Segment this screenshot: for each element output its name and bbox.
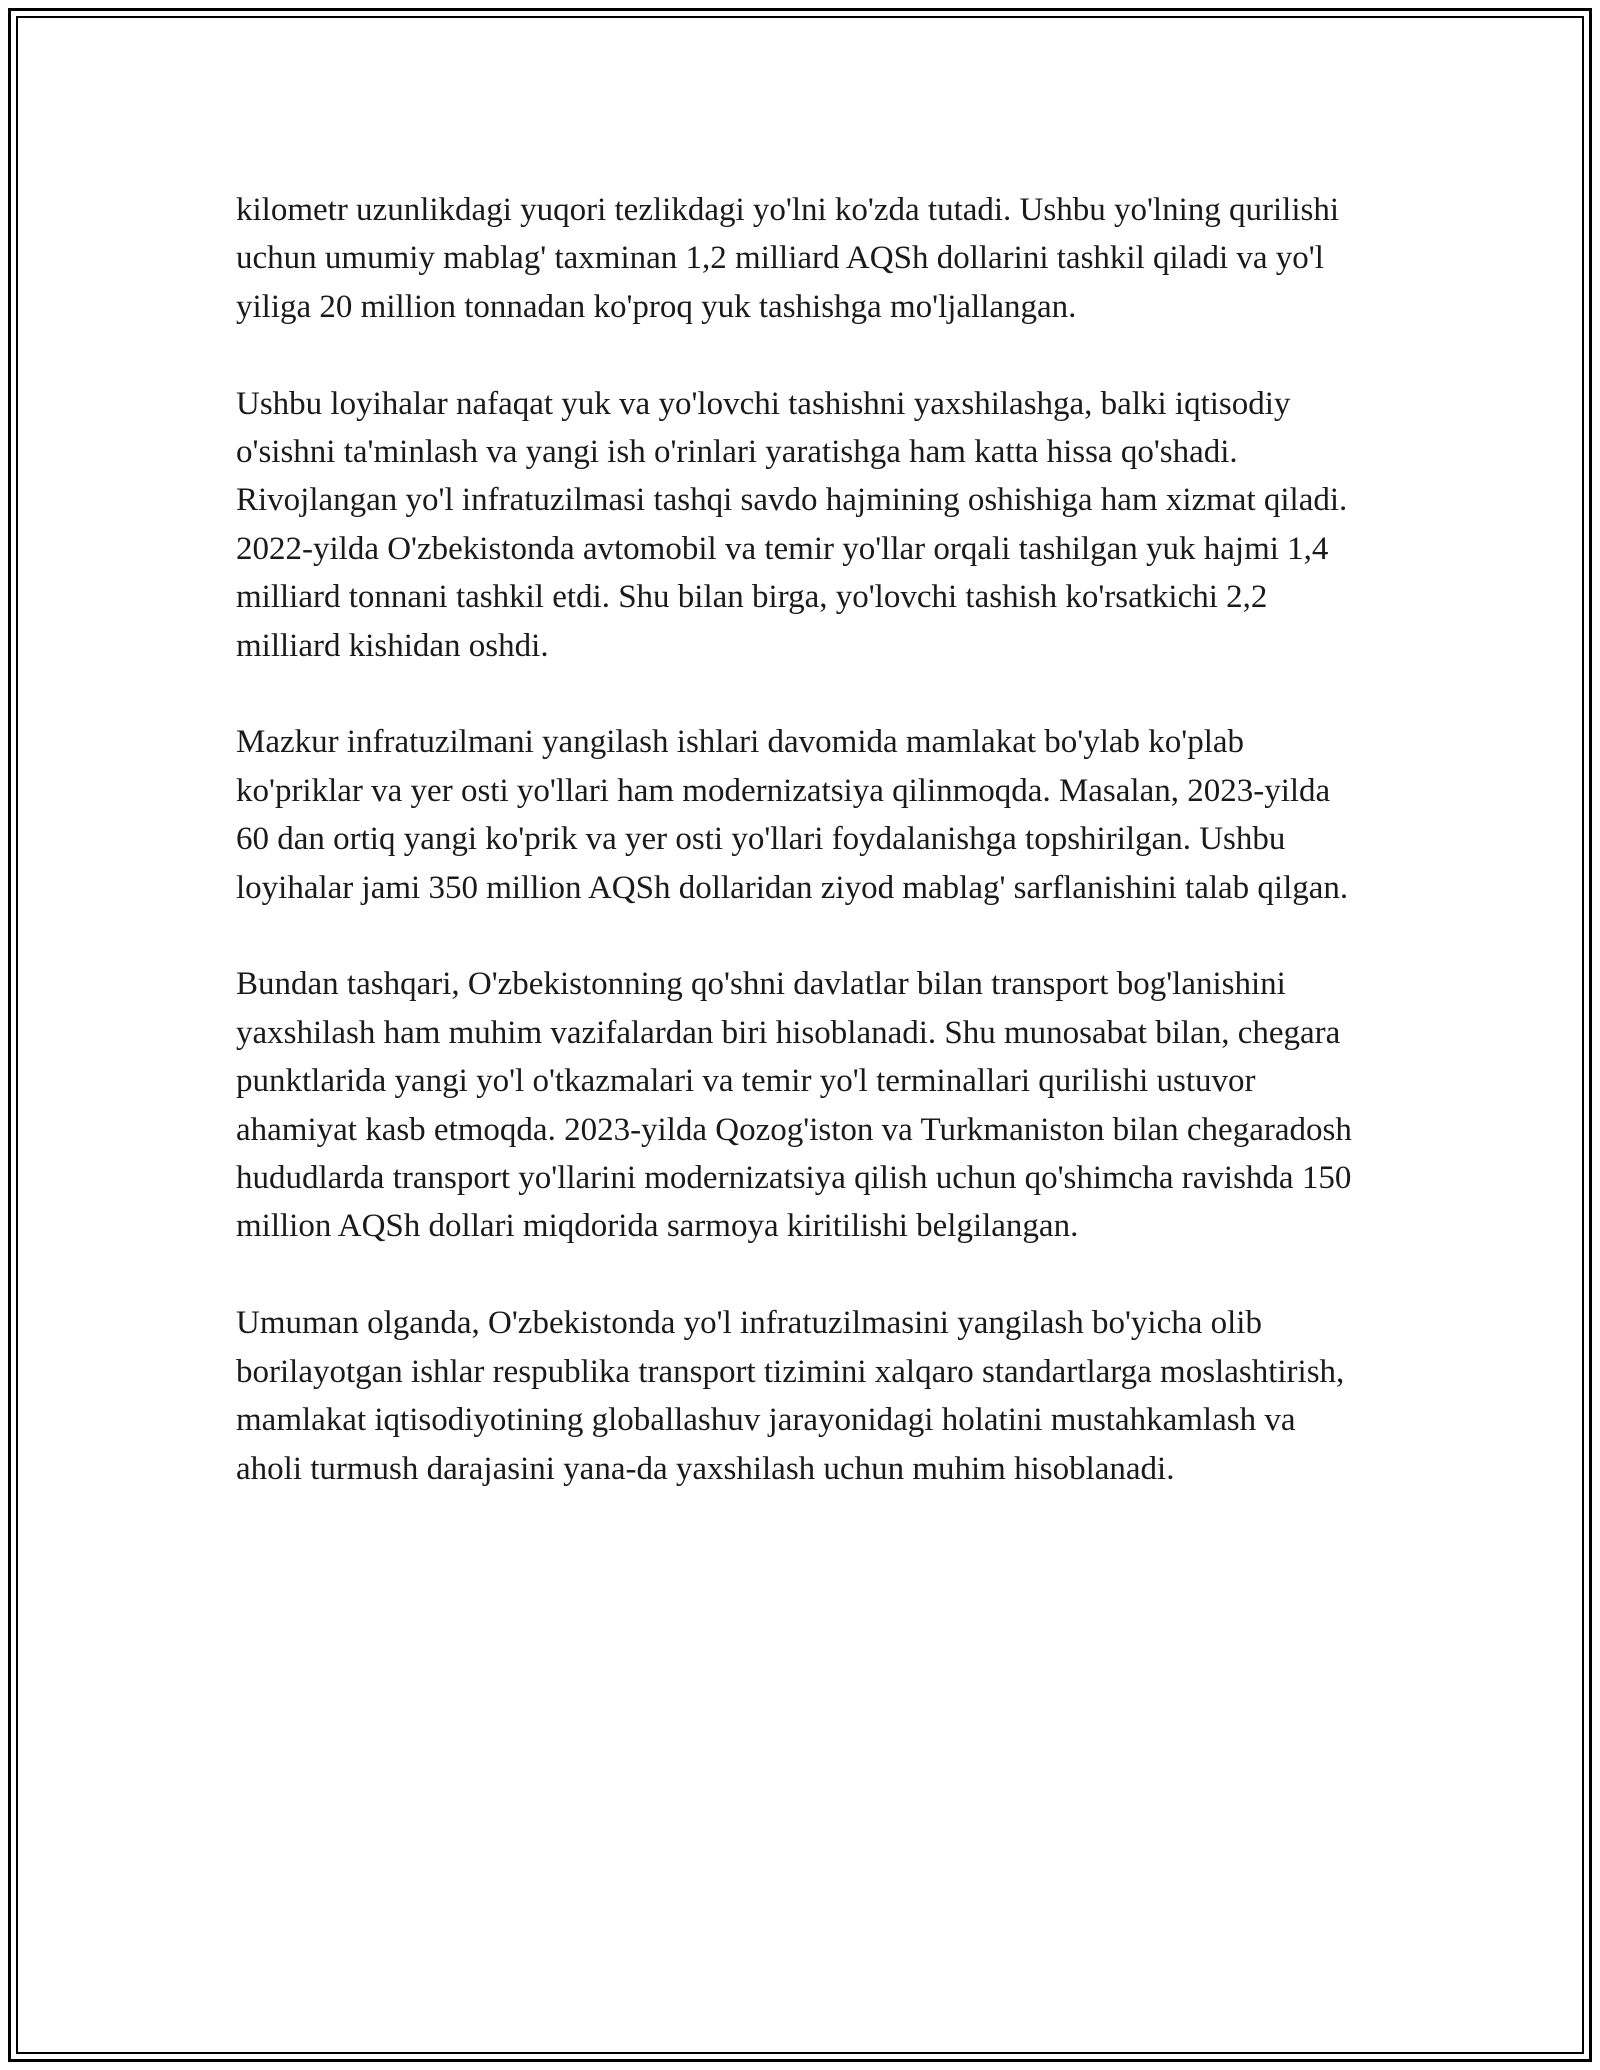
paragraph-2: Ushbu loyihalar nafaqat yuk va yo'lovchi tashishni yaxshilashga, balki iqtisodiy o'sishni ta'minlash va yangi ish o'rinlari yaratishga ham katta hissa qo'shadi. Rivojlangan yo'l infratuzilmasi tashqi savdo hajmining oshishiga ham xizmat qiladi. 2022-yilda O'zbekistonda avtomobil va temir yo'llar orqali tashilgan yuk hajmi 1,4 milliard tonnani tashkil etdi. Shu bilan birga, yo'lovchi tashish ko'rsatkichi 2,2 milliard kishidan oshdi. [236, 385, 1348, 664]
paragraph-4: Bundan tashqari, O'zbekistonning qo'shni davlatlar bilan transport bog'lanishini yaxshilash ham muhim vazifalardan biri hisoblanadi. Shu munosabat bilan, chegara punktlarida yangi yo'l o'tkazmalari va temir yo'l terminallari qurilishi ustuvor ahamiyat kasb etmoqda. 2023-yilda Qozog'iston va Turkmaniston bilan chegaradosh hududlarda transport yo'llarini modernizatsiya qilish uchun qo'shimcha ravishda 150 million AQSh dollari miqdorida sarmoya kiritilishi belgilangan. [236, 966, 1352, 1245]
document-body [236, 186, 1366, 1493]
paragraph-5: Umuman olganda, O'zbekistonda yo'l infratuzilmasini yangilash bo'yicha olib borilayotgan ishlar respublika transport tizimini xalqaro standartlarga moslashtirish, mamlakat iqtisodiyotining globallashuv jarayonidagi holatini mustahkamlash va aholi turmush darajasini yana-da yaxshilash uchun muhim hisoblanadi. [236, 1305, 1345, 1487]
paragraph-3: Mazkur infratuzilmani yangilash ishlari davomida mamlakat bo'ylab ko'plab ko'priklar va yer osti yo'llari ham modernizatsiya qilinmoqda. Masalan, 2023-yilda 60 dan ortiq yangi ko'prik va yer osti yo'llari foydalanishga topshirilgan. Ushbu loyihalar jami 350 million AQSh dollaridan ziyod mablag' sarflanishini talab qilgan. [236, 724, 1349, 906]
paragraph-1: kilometr uzunlikdagi yuqori tezlikdagi yo'lni ko'zda tutadi. Ushbu yo'lning qurilishi uchun umumiy mablag' taxminan 1,2 milliard AQSh dollarini tashkil qiladi va yo'l yiliga 20 million tonnadan ko'proq yuk tashishga mo'ljallangan. [236, 192, 1340, 325]
